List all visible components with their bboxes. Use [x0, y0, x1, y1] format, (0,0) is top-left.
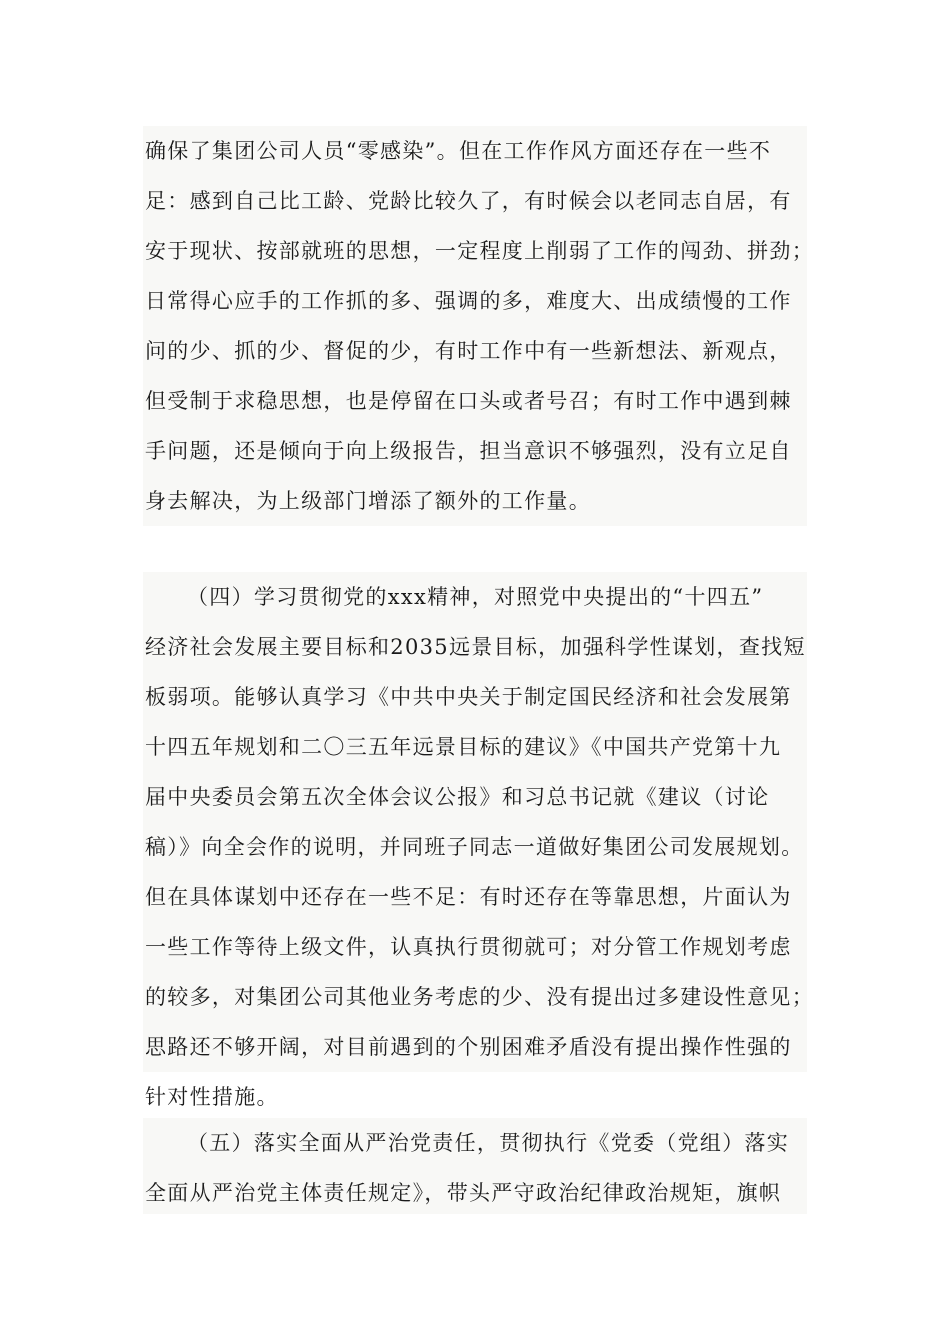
- text-line: 安于现状、按部就班的思想，一定程度上削弱了工作的闯劲、拼劲；: [145, 239, 814, 263]
- text-line: 手问题，还是倾向于向上级报告，担当意识不够强烈，没有立足自: [145, 439, 792, 463]
- section-heading-line: （四）学习贯彻党的xxx精神，对照党中央提出的“十四五”: [187, 585, 764, 609]
- text-line: 十四五年规划和二〇三五年远景目标的建议》《中国共产党第十九: [145, 735, 782, 759]
- text-line: 的较多，对集团公司其他业务考虑的少、没有提出过多建设性意见；: [145, 985, 814, 1009]
- text-line: 经济社会发展主要目标和2035远景目标，加强科学性谋划，查找短: [145, 635, 806, 659]
- text-line: 问的少、抓的少、督促的少，有时工作中有一些新想法、新观点，: [145, 339, 792, 363]
- section-heading-line: （五）落实全面从严治党责任，贯彻执行《党委（党组）落实: [187, 1131, 790, 1155]
- text-line: 届中央委员会第五次全体会议公报》和习总书记就《建议（讨论: [145, 785, 770, 809]
- text-line: 确保了集团公司人员“零感染”。但在工作作风方面还存在一些不: [145, 139, 772, 163]
- paragraph-section-four: [143, 572, 814, 1109]
- text-line: 思路还不够开阔，对目前遇到的个别困难矛盾没有提出操作性强的: [145, 1035, 792, 1059]
- text-line: 身去解决，为上级部门增添了额外的工作量。: [145, 489, 591, 513]
- text-line: 日常得心应手的工作抓的多、强调的多，难度大、出成绩慢的工作: [145, 289, 792, 313]
- text-line: 一些工作等待上级文件，认真执行贯彻就可；对分管工作规划考虑: [145, 935, 792, 959]
- text-line: 但在具体谋划中还存在一些不足：有时还存在等靠思想，片面认为: [145, 885, 792, 909]
- paragraph-section-five: [143, 1118, 807, 1214]
- text-line: 针对性措施。: [145, 1085, 279, 1109]
- text-line: 但受制于求稳思想，也是停留在口头或者号召；有时工作中遇到棘: [145, 389, 792, 413]
- paragraph-work-style: [143, 126, 814, 526]
- text-line: 板弱项。能够认真学习《中共中央关于制定国民经济和社会发展第: [145, 685, 792, 709]
- text-line: 稿）》向全会作的说明，并同班子同志一道做好集团公司发展规划。: [145, 835, 804, 859]
- text-line: 全面从严治党主体责任规定》，带头严守政治纪律政治规矩，旗帜: [145, 1181, 782, 1205]
- text-line: 足：感到自己比工龄、党龄比较久了，有时候会以老同志自居，有: [145, 189, 792, 213]
